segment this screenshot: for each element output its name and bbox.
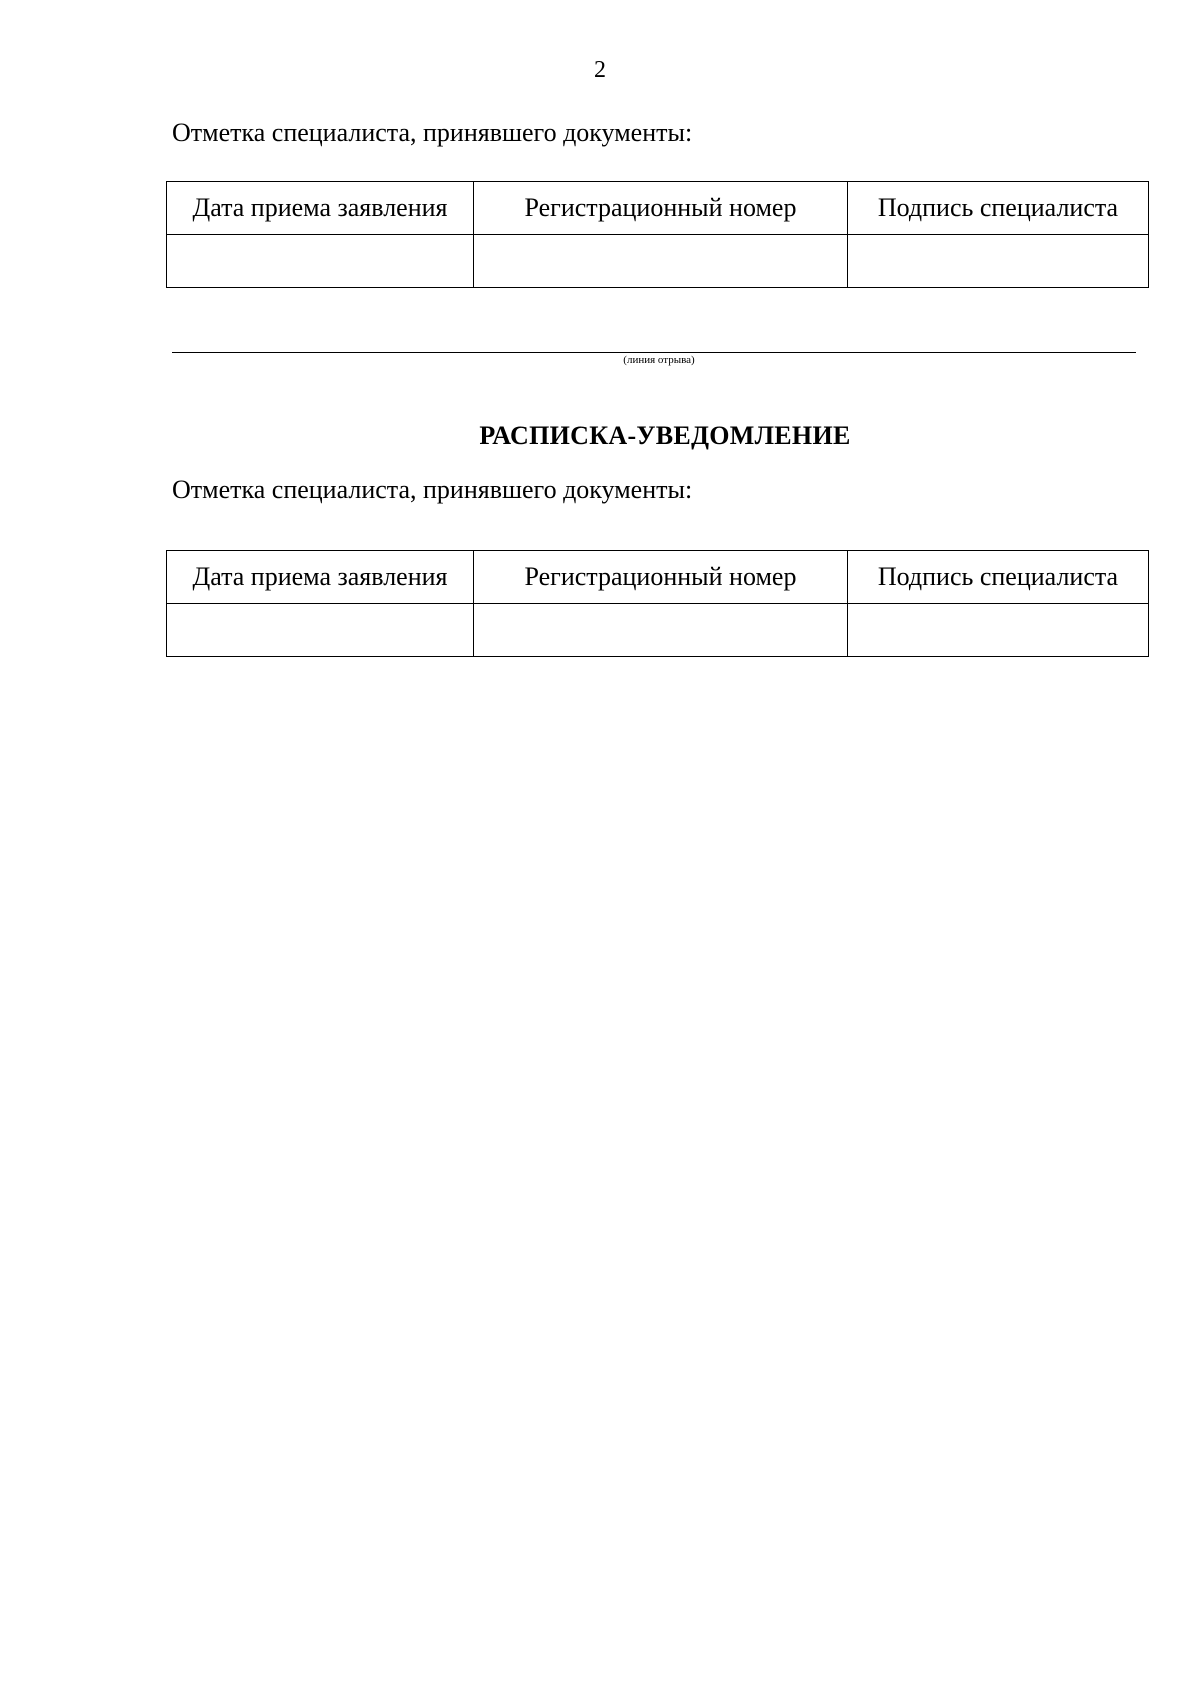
application-date-cell: [167, 604, 474, 657]
receipt-notification-heading: РАСПИСКА-УВЕДОМЛЕНИЕ: [479, 421, 851, 450]
header-specialist-signature: Подпись специалиста: [848, 182, 1149, 235]
table-row: [167, 604, 1149, 657]
specialist-signature-cell: [848, 604, 1149, 657]
header-specialist-signature: Подпись специалиста: [848, 551, 1149, 604]
header-registration-number: Регистрационный номер: [474, 551, 848, 604]
application-date-cell: [167, 235, 474, 288]
specialist-note: Отметка специалиста, принявшего документы:: [172, 475, 693, 504]
specialist-signature-cell: [848, 235, 1149, 288]
header-application-date: Дата приема заявления: [167, 551, 474, 604]
table-header-row: [167, 551, 1149, 604]
page-number: 2: [594, 57, 606, 83]
tear-line-caption: (линия отрыва): [623, 354, 695, 366]
table-row: [167, 235, 1149, 288]
registration-number-cell: [474, 604, 848, 657]
receipt-table: [166, 550, 1149, 657]
acceptance-table: [166, 181, 1149, 288]
table-header-row: [167, 182, 1149, 235]
header-registration-number: Регистрационный номер: [474, 182, 848, 235]
registration-number-cell: [474, 235, 848, 288]
header-application-date: Дата приема заявления: [167, 182, 474, 235]
specialist-note: Отметка специалиста, принявшего документы:: [172, 118, 693, 147]
